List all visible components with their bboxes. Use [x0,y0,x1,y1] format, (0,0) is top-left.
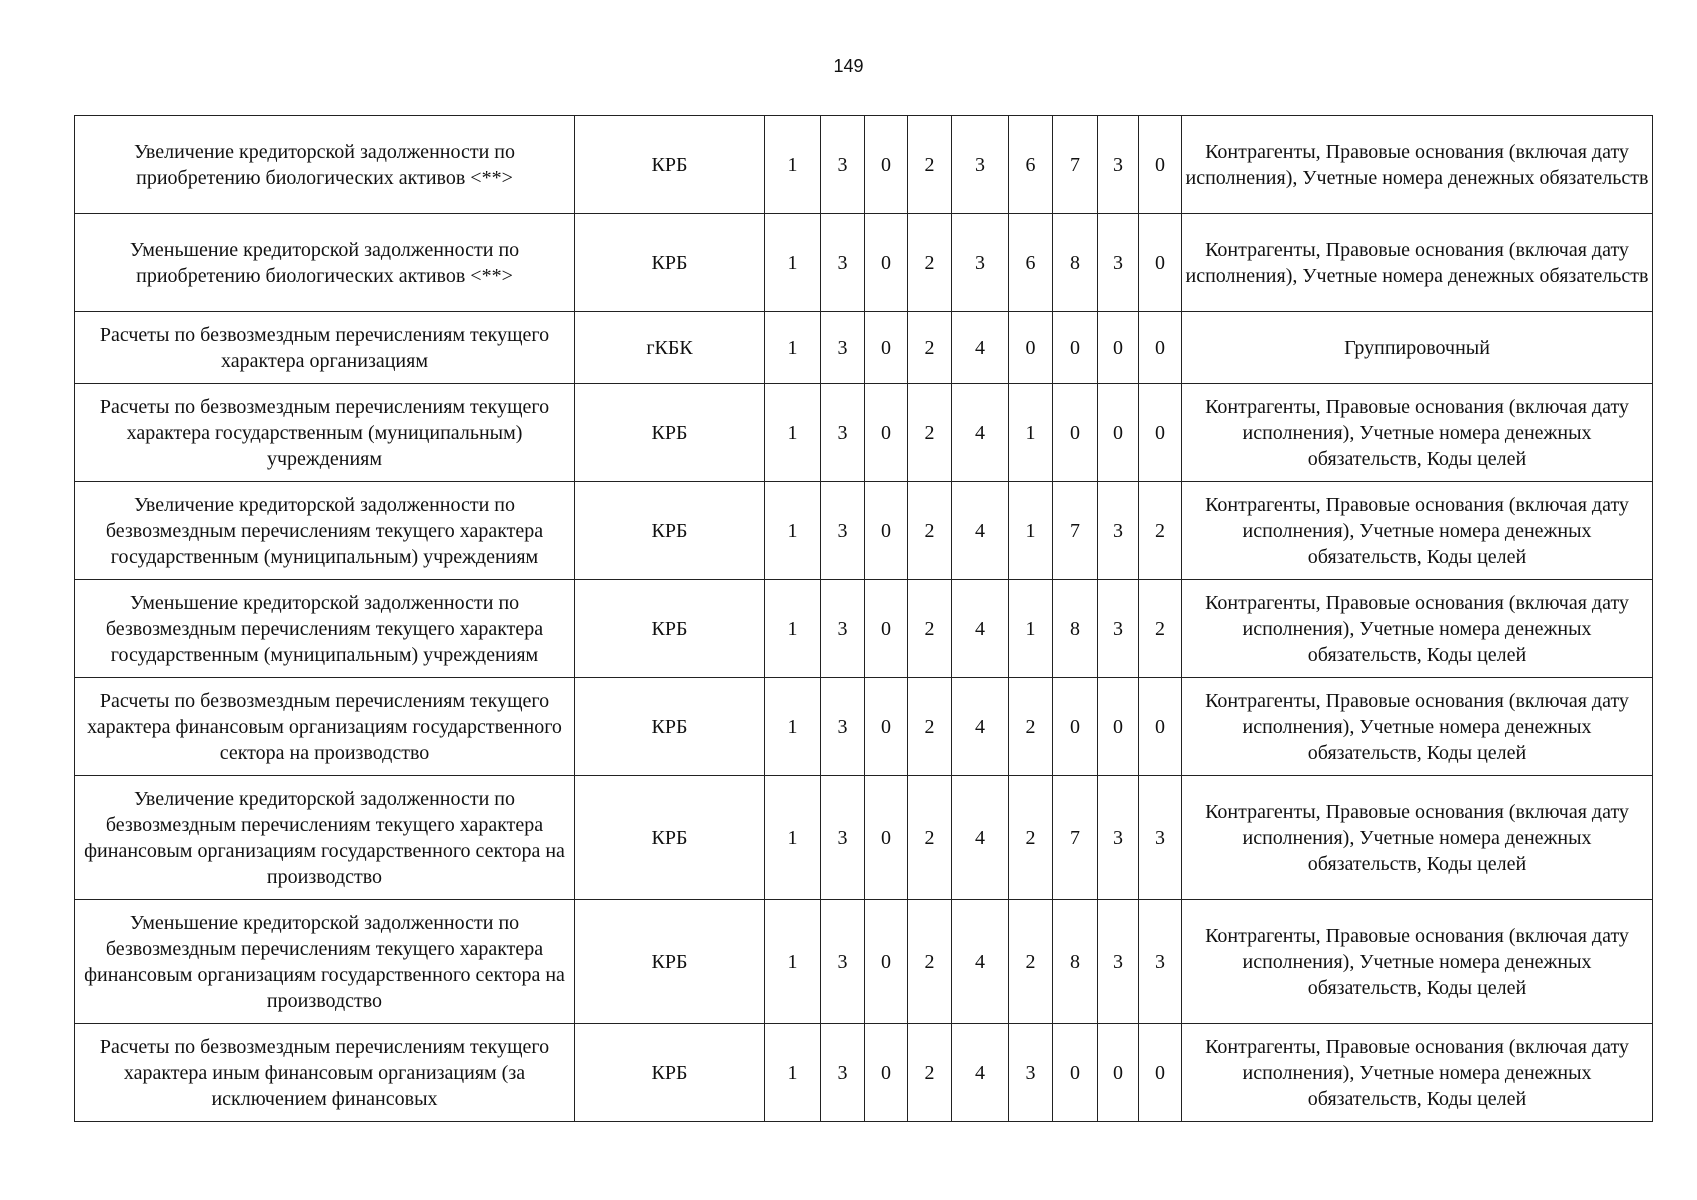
account-code-digit-cell: 3 [821,312,865,384]
account-code-digit-cell: 3 [1098,214,1139,312]
account-code-digit-cell: 4 [952,482,1009,580]
account-code-digit-cell: 3 [1098,116,1139,214]
account-code-digit-cell: 0 [1009,312,1053,384]
account-code-digit-cell: 1 [765,580,821,678]
account-code-digit-cell: 0 [1139,116,1182,214]
account-code-digit-cell: 0 [865,678,908,776]
account-code-digit-cell: 0 [865,214,908,312]
account-code-digit-cell: 2 [1009,678,1053,776]
account-code-digit-cell: 2 [908,482,952,580]
account-type-cell: КРБ [575,776,765,900]
account-code-digit-cell: 0 [865,900,908,1024]
account-code-digit-cell: 3 [1009,1024,1053,1122]
analytics-cell: Контрагенты, Правовые основания (включая дату исполнения), Учетные номера денежных обязательств, Коды целей [1182,900,1653,1024]
account-code-digit-cell: 1 [765,312,821,384]
analytics-cell: Контрагенты, Правовые основания (включая дату исполнения), Учетные номера денежных обязательств, Коды целей [1182,1024,1653,1122]
account-code-digit-cell: 0 [1139,1024,1182,1122]
account-code-digit-cell: 2 [908,776,952,900]
account-code-digit-cell: 4 [952,776,1009,900]
analytics-cell: Контрагенты, Правовые основания (включая дату исполнения), Учетные номера денежных обязательств, Коды целей [1182,384,1653,482]
account-code-digit-cell: 1 [765,776,821,900]
account-code-digit-cell: 0 [1053,384,1098,482]
account-type-cell: КРБ [575,482,765,580]
table-row [75,580,1653,678]
account-code-digit-cell: 0 [1098,678,1139,776]
account-code-digit-cell: 3 [821,1024,865,1122]
account-code-digit-cell: 4 [952,678,1009,776]
analytics-cell: Контрагенты, Правовые основания (включая дату исполнения), Учетные номера денежных обязательств [1182,214,1653,312]
account-name-cell: Увеличение кредиторской задолженности по безвозмездным перечислениям текущего характера государственным (муниципальным) учреждениям [75,482,575,580]
account-code-digit-cell: 3 [821,580,865,678]
account-code-digit-cell: 2 [908,116,952,214]
account-code-digit-cell: 3 [952,214,1009,312]
accounts-table [74,115,1653,1122]
account-type-cell: КРБ [575,116,765,214]
account-code-digit-cell: 4 [952,1024,1009,1122]
account-code-digit-cell: 3 [821,678,865,776]
account-name-cell: Уменьшение кредиторской задолженности по безвозмездным перечислениям текущего характера финансовым организациям государственного сектора на производство [75,900,575,1024]
account-type-cell: КРБ [575,1024,765,1122]
table-row [75,116,1653,214]
table-row [75,678,1653,776]
account-code-digit-cell: 0 [865,482,908,580]
account-code-digit-cell: 1 [765,214,821,312]
account-code-digit-cell: 4 [952,384,1009,482]
account-name-cell: Уменьшение кредиторской задолженности по безвозмездным перечислениям текущего характера государственным (муниципальным) учреждениям [75,580,575,678]
account-code-digit-cell: 2 [908,678,952,776]
account-code-digit-cell: 1 [765,116,821,214]
account-code-digit-cell: 7 [1053,776,1098,900]
account-code-digit-cell: 1 [765,384,821,482]
account-code-digit-cell: 3 [821,214,865,312]
table-row [75,312,1653,384]
account-code-digit-cell: 0 [1053,1024,1098,1122]
account-code-digit-cell: 0 [865,116,908,214]
account-type-cell: КРБ [575,214,765,312]
account-code-digit-cell: 0 [1098,1024,1139,1122]
account-code-digit-cell: 2 [908,580,952,678]
account-code-digit-cell: 0 [1139,312,1182,384]
analytics-cell: Контрагенты, Правовые основания (включая дату исполнения), Учетные номера денежных обязательств, Коды целей [1182,678,1653,776]
account-type-cell: КРБ [575,900,765,1024]
account-code-digit-cell: 0 [1053,678,1098,776]
account-name-cell: Расчеты по безвозмездным перечислениям текущего характера финансовым организациям государственного сектора на производство [75,678,575,776]
account-code-digit-cell: 0 [1139,214,1182,312]
account-code-digit-cell: 2 [908,900,952,1024]
analytics-cell: Контрагенты, Правовые основания (включая дату исполнения), Учетные номера денежных обязательств, Коды целей [1182,580,1653,678]
account-code-digit-cell: 3 [1139,776,1182,900]
table-row [75,900,1653,1024]
account-name-cell: Расчеты по безвозмездным перечислениям текущего характера иным финансовым организациям (за исключением финансовых [75,1024,575,1122]
account-code-digit-cell: 1 [1009,482,1053,580]
table-row [75,482,1653,580]
account-code-digit-cell: 0 [1098,312,1139,384]
account-code-digit-cell: 1 [765,678,821,776]
account-code-digit-cell: 1 [1009,384,1053,482]
account-code-digit-cell: 1 [765,1024,821,1122]
account-code-digit-cell: 4 [952,312,1009,384]
analytics-cell: Контрагенты, Правовые основания (включая дату исполнения), Учетные номера денежных обязательств [1182,116,1653,214]
table-body [75,116,1653,1122]
account-code-digit-cell: 8 [1053,580,1098,678]
analytics-cell: Контрагенты, Правовые основания (включая дату исполнения), Учетные номера денежных обязательств, Коды целей [1182,482,1653,580]
account-type-cell: КРБ [575,678,765,776]
account-code-digit-cell: 3 [821,384,865,482]
account-type-cell: КРБ [575,384,765,482]
account-code-digit-cell: 3 [952,116,1009,214]
account-code-digit-cell: 3 [1139,900,1182,1024]
account-code-digit-cell: 3 [1098,900,1139,1024]
account-type-cell: гКБК [575,312,765,384]
account-code-digit-cell: 0 [1053,312,1098,384]
account-code-digit-cell: 0 [1098,384,1139,482]
account-code-digit-cell: 2 [908,312,952,384]
account-code-digit-cell: 6 [1009,214,1053,312]
account-code-digit-cell: 8 [1053,214,1098,312]
account-name-cell: Уменьшение кредиторской задолженности по приобретению биологических активов <**> [75,214,575,312]
account-code-digit-cell: 2 [1009,776,1053,900]
account-code-digit-cell: 4 [952,580,1009,678]
account-code-digit-cell: 3 [821,900,865,1024]
account-code-digit-cell: 1 [1009,580,1053,678]
account-code-digit-cell: 0 [1139,384,1182,482]
account-name-cell: Расчеты по безвозмездным перечислениям текущего характера организациям [75,312,575,384]
account-code-digit-cell: 7 [1053,116,1098,214]
table-row [75,384,1653,482]
account-code-digit-cell: 3 [1098,580,1139,678]
account-name-cell: Увеличение кредиторской задолженности по приобретению биологических активов <**> [75,116,575,214]
account-code-digit-cell: 3 [821,776,865,900]
account-code-digit-cell: 7 [1053,482,1098,580]
analytics-cell: Группировочный [1182,312,1653,384]
table-row [75,1024,1653,1122]
account-code-digit-cell: 8 [1053,900,1098,1024]
account-code-digit-cell: 4 [952,900,1009,1024]
account-code-digit-cell: 1 [765,900,821,1024]
account-code-digit-cell: 6 [1009,116,1053,214]
account-code-digit-cell: 2 [908,1024,952,1122]
account-code-digit-cell: 2 [1009,900,1053,1024]
account-name-cell: Расчеты по безвозмездным перечислениям текущего характера государственным (муниципальным) учреждениям [75,384,575,482]
account-code-digit-cell: 2 [908,214,952,312]
account-code-digit-cell: 2 [1139,482,1182,580]
analytics-cell: Контрагенты, Правовые основания (включая дату исполнения), Учетные номера денежных обязательств, Коды целей [1182,776,1653,900]
table-row [75,776,1653,900]
account-code-digit-cell: 1 [765,482,821,580]
account-code-digit-cell: 2 [1139,580,1182,678]
account-code-digit-cell: 3 [1098,482,1139,580]
account-code-digit-cell: 3 [821,116,865,214]
account-code-digit-cell: 0 [865,1024,908,1122]
account-code-digit-cell: 2 [908,384,952,482]
account-code-digit-cell: 0 [865,384,908,482]
page-number: 149 [833,56,864,76]
account-code-digit-cell: 0 [865,580,908,678]
account-code-digit-cell: 0 [1139,678,1182,776]
account-code-digit-cell: 3 [821,482,865,580]
account-name-cell: Увеличение кредиторской задолженности по безвозмездным перечислениям текущего характера финансовым организациям государственного сектора на производство [75,776,575,900]
account-code-digit-cell: 3 [1098,776,1139,900]
account-code-digit-cell: 0 [865,776,908,900]
account-code-digit-cell: 0 [865,312,908,384]
table-row [75,214,1653,312]
account-type-cell: КРБ [575,580,765,678]
